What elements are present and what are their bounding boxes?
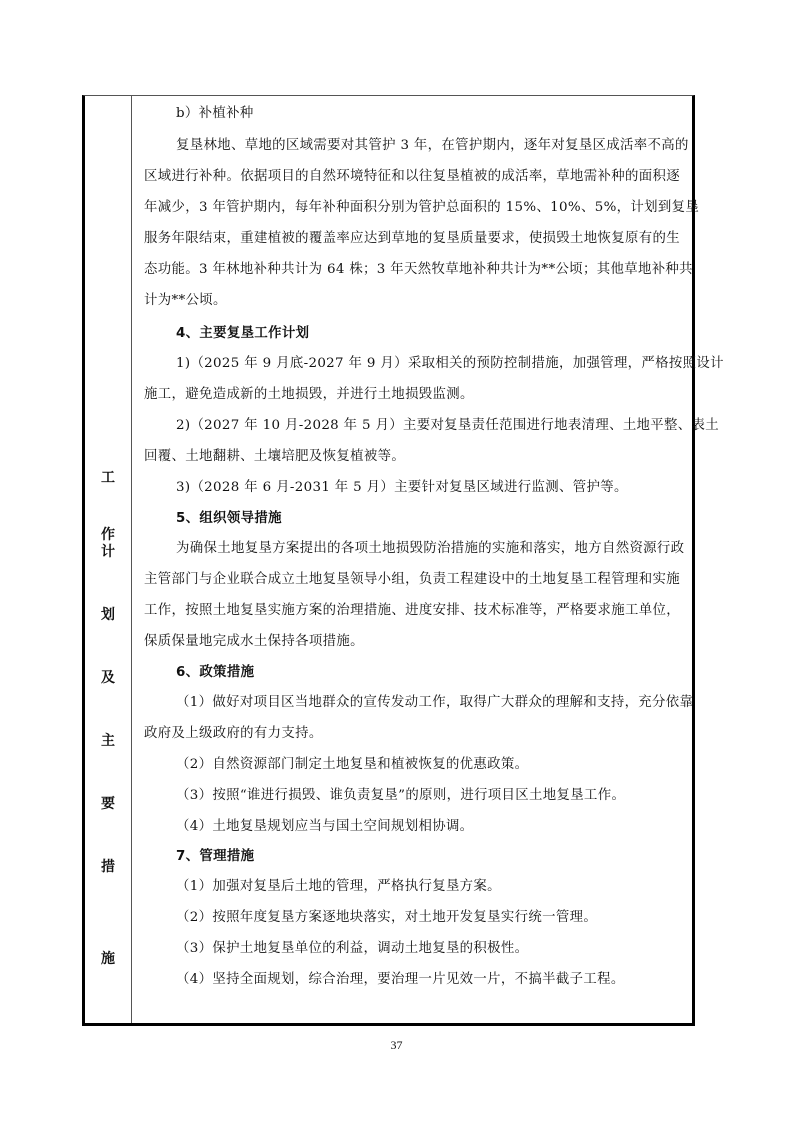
row-label-char: 施 bbox=[101, 951, 115, 967]
row-label-char: 划 bbox=[101, 607, 115, 623]
work-plan-table bbox=[82, 95, 724, 1026]
plan-item: 2)（2027 年 10 月-2028 年 5 月）主要对复垦责任范围进行地表清理、土地平整、表土 bbox=[176, 418, 719, 433]
row-label-char: 主 bbox=[101, 733, 115, 749]
plan-item: 1)（2025 年 9 月底-2027 年 9 月）采取相关的预防控制措施，加强管理，严格按照设计 bbox=[176, 356, 724, 371]
page-number: 37 bbox=[390, 1038, 403, 1052]
row-label-char: 措 bbox=[101, 859, 115, 875]
section-4-heading: 4、主要复垦工作计划 bbox=[176, 326, 310, 341]
section-6-heading: 6、政策措施 bbox=[176, 665, 255, 680]
paragraph-line: 复垦林地、草地的区域需要对其管护 3 年，在管护期内，逐年对复垦区成活率不高的 bbox=[176, 138, 689, 153]
content-cell bbox=[132, 96, 724, 1023]
row-label-char: 工 bbox=[101, 470, 115, 486]
row-label-column bbox=[85, 96, 131, 1023]
paragraph-line: 服务年限结束，重建植被的覆盖率应达到草地的复垦质量要求，使损毁土地恢复原有的生 bbox=[144, 231, 680, 246]
paragraph-line: 保质保量地完成水土保持各项措施。 bbox=[144, 634, 364, 649]
policy-item-cont: 政府及上级政府的有力支持。 bbox=[144, 726, 323, 741]
policy-item: （2）自然资源部门制定土地复垦和植被恢复的优惠政策。 bbox=[176, 757, 529, 772]
policy-item: （1）做好对项目区当地群众的宣传发动工作，取得广大群众的理解和支持，充分依靠 bbox=[176, 695, 694, 710]
paragraph-line: 区域进行补种。依据项目的自然环境特征和以往复垦植被的成活率，草地需补种的面积逐 bbox=[144, 169, 680, 184]
paragraph-line: 为确保土地复垦方案提出的各项土地损毁防治措施的实施和落实，地方自然资源行政 bbox=[176, 541, 685, 556]
section-7-heading: 7、管理措施 bbox=[176, 849, 255, 864]
row-label-char: 计 bbox=[101, 544, 115, 560]
row-label-char: 及 bbox=[101, 670, 115, 686]
subsection-b-title: b）补植补种 bbox=[176, 106, 254, 121]
policy-item: （4）土地复垦规划应当与国土空间规划相协调。 bbox=[176, 819, 474, 834]
paragraph-line: 年减少，3 年管护期内，每年补种面积分别为管护总面积的 15%、10%、5%，计划到复垦 bbox=[144, 200, 700, 215]
plan-item: 3)（2028 年 6 月-2031 年 5 月）主要针对复垦区域进行监测、管护等。 bbox=[176, 480, 628, 495]
row-label-char: 要 bbox=[101, 796, 115, 812]
plan-item-cont: 施工，避免造成新的土地损毁，并进行土地损毁监测。 bbox=[144, 387, 474, 402]
section-5-heading: 5、组织领导措施 bbox=[176, 511, 282, 526]
row-label-char: 作 bbox=[101, 527, 115, 543]
plan-item-cont: 回覆、土地翻耕、土壤培肥及恢复植被等。 bbox=[144, 449, 406, 464]
paragraph-line: 计为**公顷。 bbox=[144, 293, 227, 308]
management-item: （2）按照年度复垦方案逐地块落实，对土地开发复垦实行统一管理。 bbox=[176, 910, 598, 925]
management-item: （3）保护土地复垦单位的利益，调动土地复垦的积极性。 bbox=[176, 941, 529, 956]
paragraph-line: 主管部门与企业联合成立土地复垦领导小组，负责工程建设中的土地复垦工程管理和实施 bbox=[144, 572, 680, 587]
policy-item: （3）按照“谁进行损毁、谁负责复垦”的原则，进行项目区土地复垦工作。 bbox=[176, 788, 626, 803]
paragraph-line: 工作，按照土地复垦实施方案的治理措施、进度安排、技术标准等，严格要求施工单位， bbox=[144, 603, 680, 618]
management-item: （4）坚持全面规划，综合治理，要治理一片见效一片，不搞半截子工程。 bbox=[176, 972, 625, 987]
paragraph-line: 态功能。3 年林地补种共计为 64 株；3 年天然牧草地补种共计为**公顷；其他草地补种共 bbox=[144, 262, 693, 277]
management-item: （1）加强对复垦后土地的管理，严格执行复垦方案。 bbox=[176, 879, 501, 894]
